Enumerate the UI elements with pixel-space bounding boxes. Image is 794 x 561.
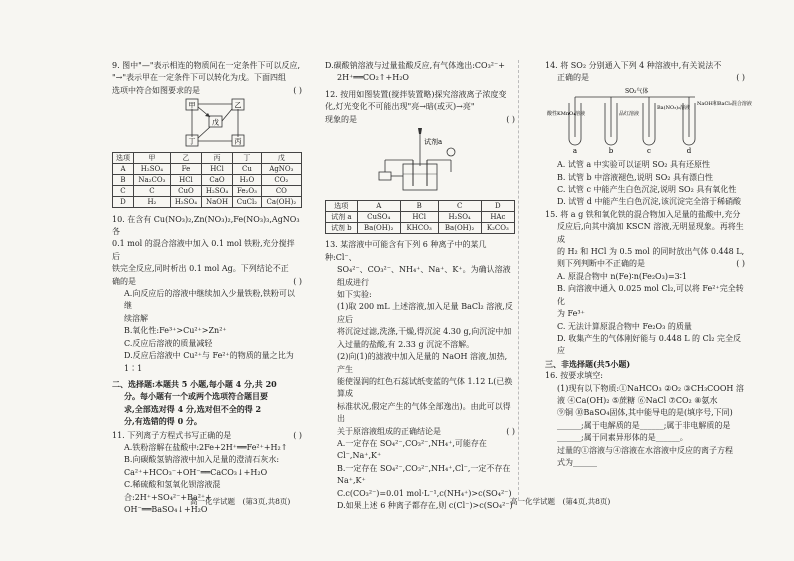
- q9-relation-diagram: [112, 97, 302, 147]
- table-cell: B: [113, 174, 134, 185]
- column-left: [112, 60, 302, 516]
- table-cell: D: [113, 196, 134, 207]
- question-11-continued: [325, 60, 515, 85]
- table-cell: HCl: [400, 212, 438, 223]
- section-2-line: 求,全部选对得 4 分,选对但不全的得 2: [124, 403, 262, 414]
- q13-line: 能使湿润的红色石蕊试纸变蓝的气体 1.12 L(已换算成: [337, 376, 513, 399]
- q15-option-a: A. 原混合物中 n(Fe)∶n(Fe₂O₃)=3∶1: [557, 271, 687, 281]
- q11-option-c-cont: OH⁻══BaSO₄↓+H₂O: [124, 504, 208, 514]
- question-14: [545, 60, 752, 209]
- q13-option-b: B.一定存在 SO₄²⁻,CO₃²⁻,NH₄⁺,Cl⁻,一定不存在 Na⁺,K⁺: [337, 463, 511, 486]
- table-cell: Cu: [233, 163, 262, 174]
- q13-option-c: C.c(CO₃²⁻)=0.01 mol·L⁻¹,c(NH₄⁺)>c(SO₄²⁻): [337, 488, 512, 498]
- q15-stem-line: 15. 将 a g 铁和氧化铁的混合物加入足量的盐酸中,充分: [545, 209, 741, 219]
- tube-reagent-d: NaOH和BaCl₂混合溶液: [697, 100, 752, 107]
- table-cell: Fe₂O₃: [233, 185, 262, 196]
- q13-line: 13. 某溶液中可能含有下列 6 种离子中的某几种:Cl⁻、: [325, 240, 487, 262]
- table-cell: AgNO₃: [261, 163, 301, 174]
- q13-line: SO₄²⁻、CO₃²⁻、NH₄⁺、Na⁺、K⁺。为确认溶液组成进行: [337, 265, 511, 287]
- question-12: [325, 89, 515, 235]
- diagram-label-ding: 丁: [188, 137, 196, 146]
- table-cell: Na₂CO₃: [133, 174, 170, 185]
- q15-option-c: C. 无法计算原混合物中 Fe₂O₃ 的质量: [557, 321, 692, 331]
- table-header-cell: A: [357, 201, 400, 212]
- table-cell: CuSO₄: [357, 212, 400, 223]
- tube-reagent-c: Ba(NO₃)₂溶液: [657, 104, 691, 111]
- q15-stem-line: 则下列判断中不正确的是 ( ): [557, 259, 745, 269]
- q11-stem: 11. 下列离子方程式书写正确的是 ( ): [112, 430, 302, 440]
- q16-line: 式为______: [557, 457, 597, 467]
- table-header-cell: 甲: [133, 152, 170, 163]
- table-cell: CuO: [170, 185, 201, 196]
- q15-option-b-cont: 为 Fe³⁺: [557, 309, 585, 319]
- table-cell: CaO: [202, 174, 233, 185]
- table-cell: C: [133, 185, 170, 196]
- q13-line: 如下实验:: [337, 290, 372, 300]
- table-header-row: [113, 152, 302, 163]
- page-fold-line: [518, 60, 520, 500]
- q16-line: ⑨铜 ⑩BaSO₄固体,其中能导电的是(填序号,下同): [557, 408, 733, 418]
- table-cell: H₂: [133, 196, 170, 207]
- question-13: [325, 239, 515, 512]
- q11-option-a: A.铁粉溶解在盐酸中:2Fe+2H⁺══Fe²⁺+H₂↑: [124, 442, 288, 452]
- table-header-cell: 丙: [202, 152, 233, 163]
- q15-option-d: D. 收集产生的气体刚好能与 0.448 L 的 Cl₂ 完全反应: [557, 333, 742, 356]
- q11-option-b-cont: Ca²⁺+HCO₃⁻+OH⁻══CaCO₃↓+H₂O: [124, 467, 268, 477]
- apparatus-label-reagent-a: 试剂a: [424, 138, 443, 147]
- table-cell: 试剂 b: [326, 223, 358, 234]
- q16-line: ______;属于同素异形体的是______。: [557, 433, 688, 443]
- table-row: [113, 185, 302, 196]
- table-cell: Ba(OH)₂: [357, 223, 400, 234]
- section-3-title: 三、非选择题(共5小题): [545, 358, 631, 369]
- q10-option-b: B.氧化性:Fe³⁺>Cu²⁺>Zn²⁺: [124, 326, 227, 336]
- table-cell: Ba(OH)₂: [438, 223, 481, 234]
- page-footer-left: 高一化学试题 (第3页,共8页): [190, 497, 291, 506]
- table-header-cell: D: [481, 201, 514, 212]
- q14-stem-line: 14. 将 SO₂ 分别通入下列 4 种溶液中,有关说法不: [545, 61, 722, 70]
- tube-letter-a: a: [572, 146, 578, 155]
- table-header-cell: 戊: [261, 152, 301, 163]
- table-cell: CuCl₂: [233, 196, 262, 207]
- q11-option-d-cont: 2H⁺══CO₂↑+H₂O: [337, 73, 409, 83]
- q14-option-a: A. 试管 a 中实验可以证明 SO₂ 具有还原性: [557, 160, 711, 170]
- table-row: [113, 163, 302, 174]
- q15-option-b: B. 向溶液中通入 0.025 mol Cl₂,可以将 Fe²⁺完全转化: [557, 284, 744, 306]
- q11-option-b: B.向碳酸氢钠溶液中加入足量的澄清石灰水:: [124, 455, 280, 465]
- diagram-label-jia: 甲: [188, 101, 196, 110]
- table-row: [113, 196, 302, 207]
- q13-option-d: D.如果上述 6 种离子都存在,则 c(Cl⁻)>c(SO₄²⁻): [337, 500, 513, 510]
- q13-line: 关于原溶液组成的正确结论是 ( ): [337, 426, 515, 436]
- section-2-line: 二、选择题:本题共 5 小题,每小题 4 分,共 20: [112, 378, 277, 389]
- table-cell: NaOH: [202, 196, 233, 207]
- q16-line: (1)现有以下物质:①NaHCO₃ ②O₂ ③CH₃COOH 溶: [557, 383, 744, 393]
- table-header-cell: 丁: [233, 152, 262, 163]
- diagram-label-wu: 戊: [212, 118, 219, 127]
- q12-stem-line: 12. 按用如图装置(搅拌装置略)探究溶液离子浓度变: [325, 89, 507, 99]
- page-footer-right: 高一化学试题 (第4页,共8页): [510, 497, 611, 506]
- q13-option-a: A.一定存在 SO₄²⁻,CO₃²⁻,NH₄⁺,可能存在 Cl⁻,Na⁺,K⁺: [337, 438, 487, 461]
- q14-option-d: D. 试管 d 中能产生白色沉淀,该沉淀完全溶于稀硝酸: [557, 197, 741, 207]
- table-row: [113, 174, 302, 185]
- q16-line: ______;属于电解质的是______;属于非电解质的是: [557, 420, 731, 430]
- table-cell: H₂SO₄: [170, 196, 201, 207]
- table-cell: A: [113, 163, 134, 174]
- table-cell: C: [113, 185, 134, 196]
- q12-options-table: [325, 200, 515, 234]
- q14-option-b: B. 试管 b 中溶液褪色,说明 SO₂ 具有漂白性: [557, 172, 714, 182]
- q13-line: 将沉淀过滤,洗涤,干燥,得沉淀 4.30 g,向沉淀中加: [337, 327, 512, 337]
- q14-test-tube-diagram: [545, 85, 752, 155]
- table-row: [326, 223, 515, 234]
- table-cell: CO₂: [261, 174, 301, 185]
- q9-stem-line: 9. 图中"—"表示相连的物质间在一定条件下可以反应,: [112, 61, 301, 70]
- q13-line: (1)取 200 mL 上述溶液,加入足量 BaCl₂ 溶液,反应后: [337, 302, 513, 324]
- table-cell: KHCO₃: [400, 223, 438, 234]
- q16-line: 液 ④Ca(OH)₂ ⑤蔗糖 ⑥NaCl ⑦CO₂ ⑧氨水: [557, 395, 718, 405]
- table-cell: H₂O: [233, 174, 262, 185]
- question-15: [545, 209, 745, 358]
- table-cell: HCl: [170, 174, 201, 185]
- q10-option-a: A.向反应后的溶液中继续加入少量铁粉,铁粉可以继: [124, 289, 295, 311]
- tube-reagent-a: 酸性KMnO₄溶液: [547, 110, 586, 117]
- table-header-row: [326, 201, 515, 212]
- table-row: [326, 212, 515, 223]
- q10-option-c: C.反应后溶液的质量减轻: [124, 338, 213, 348]
- q10-option-d: D.反应后溶液中 Cu²⁺与 Fe²⁺的物质的量之比为 1∶1: [124, 351, 294, 373]
- gas-label: SO₂气体: [625, 87, 649, 95]
- q11-option-d: D.碳酸钠溶液与过量盐酸反应,有气体逸出:CO₃²⁻+: [325, 61, 505, 70]
- tube-letter-d: d: [686, 146, 692, 155]
- q12-stem-line: 化,灯光变化不可能出现"亮→暗(或灭)→亮": [325, 102, 475, 112]
- question-9: [112, 60, 302, 208]
- table-header-cell: 乙: [170, 152, 201, 163]
- q10-stem-line: 0.1 mol 的混合溶液中加入 0.1 mol 铁粉,充分搅拌后: [112, 239, 295, 261]
- diagram-label-bing: 丙: [234, 137, 242, 146]
- q9-stem-line: 选项中符合如图要求的是 ( ): [112, 85, 302, 95]
- diagram-label-yi: 乙: [234, 101, 242, 110]
- section-2-header: [112, 378, 302, 428]
- question-10: [112, 214, 302, 375]
- q12-stem-line: 现象的是 ( ): [325, 114, 515, 124]
- table-header-cell: B: [400, 201, 438, 212]
- tube-letter-c: c: [647, 146, 651, 155]
- table-cell: CO: [261, 185, 301, 196]
- section-2-line: 分,有选错的得 0 分。: [124, 416, 202, 427]
- q10-stem-line: 铁完全反应,同时析出 0.1 mol Ag。下列结论不正: [112, 264, 289, 274]
- table-cell: K₂CO₃: [481, 223, 514, 234]
- q9-stem-line: "→"表示甲在一定条件下可以转化为戊。下面四组: [112, 73, 287, 83]
- table-cell: HCl: [202, 163, 233, 174]
- q16-line: 过量的①溶液与④溶液在水溶液中反应的离子方程: [557, 445, 733, 455]
- tube-reagent-b: 品红溶液: [619, 110, 640, 117]
- column-right: [545, 60, 752, 469]
- q9-options-table: [112, 152, 302, 208]
- table-cell: Fe: [170, 163, 201, 174]
- q11-option-c: C.稀硫酸和氢氧化钡溶液混合:2H⁺+SO₄²⁻+Ba²⁺+: [124, 480, 221, 502]
- question-16: [545, 370, 745, 469]
- q13-line: 标准状况,假定产生的气体全部逸出)。由此可以得出: [337, 401, 511, 424]
- section-2-line: 分。每小题有一个或两个选项符合题目要: [124, 391, 268, 402]
- table-cell: H₂SO₄: [438, 212, 481, 223]
- q16-line: 16. 按要求填空:: [545, 371, 603, 381]
- q14-stem-line: 正确的是 ( ): [557, 73, 745, 83]
- q13-line: (2)向(1)的滤液中加入足量的 NaOH 溶液,加热,产生: [337, 352, 508, 374]
- q13-line: 入过量的盐酸,有 2.33 g 沉淀不溶解。: [337, 339, 475, 349]
- table-cell: H₂SO₄: [202, 185, 233, 196]
- q12-conductivity-apparatus: [325, 126, 515, 196]
- q10-option-a-cont: 续溶解: [124, 313, 148, 323]
- table-cell: Ca(OH)₂: [261, 196, 301, 207]
- table-cell: HAc: [481, 212, 514, 223]
- q10-stem-line: 10. 在含有 Cu(NO₃)₂,Zn(NO₃)₂,Fe(NO₃)₃,AgNO₃ 各: [112, 214, 300, 237]
- tube-letter-b: b: [608, 146, 614, 155]
- q15-stem-line: 的 H₂ 和 HCl 为 0.5 mol 的同时放出气体 0.448 L,: [557, 247, 745, 257]
- table-cell: 试剂 a: [326, 212, 358, 223]
- q10-stem-line: 确的是 ( ): [112, 276, 302, 286]
- q14-option-c: C. 试管 c 中能产生白色沉淀,说明 SO₂ 具有氧化性: [557, 185, 737, 195]
- table-cell: H₂SO₄: [133, 163, 170, 174]
- q15-stem-line: 反应后,向其中滴加 KSCN 溶液,无明显现象。再将生成: [557, 222, 744, 244]
- column-middle: [325, 60, 515, 512]
- table-header-cell: C: [438, 201, 481, 212]
- table-header-cell: 选项: [113, 152, 134, 163]
- table-header-cell: 选项: [326, 201, 358, 212]
